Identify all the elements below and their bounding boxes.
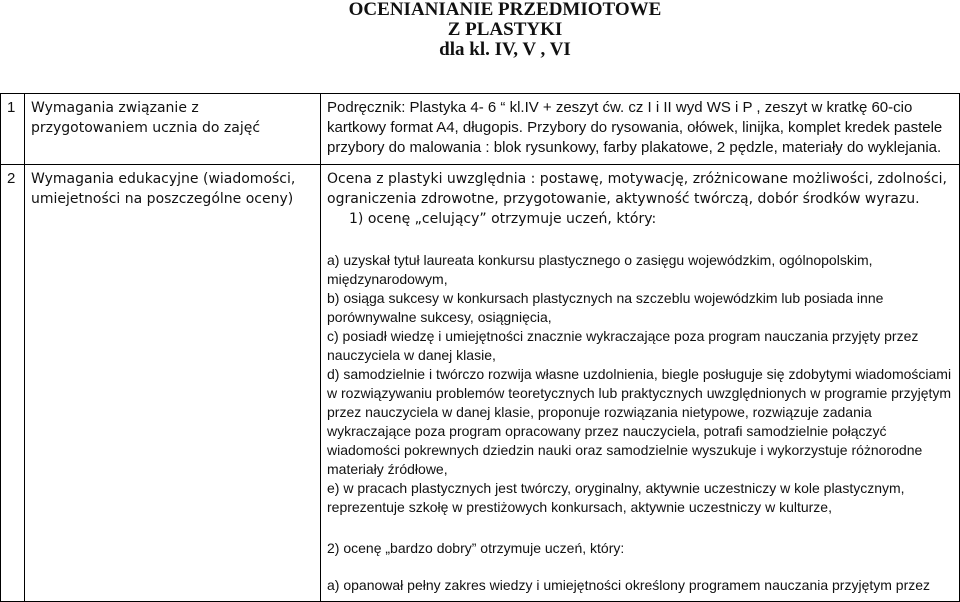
row-number: 1 — [1, 94, 25, 165]
criterion-2a: a) opanował pełny zakres wiedzy i umiejętności określony programem nauczania przyjętym przez — [327, 577, 931, 593]
spacer — [327, 517, 953, 539]
title-line-1: OCENIANIANIE PRZEDMIOTOWE — [348, 0, 662, 20]
grade-celujacy-heading: 1) ocenę „celujący” otrzymuje uczeń, który: — [349, 211, 657, 227]
criterion-a: a) uzyskał tytuł laureata konkursu plastycznego o zasięgu wojewódzkim, ogólnopolskim, międzynarodowym, — [327, 252, 873, 287]
spacer — [327, 229, 953, 251]
grade-bardzo-dobry-heading: 2) ocenę „bardzo dobry” otrzymuje uczeń, który: — [327, 540, 625, 556]
spacer — [327, 558, 953, 576]
row-description — [321, 94, 960, 165]
table-row — [1, 165, 960, 602]
row-name: Wymagania związanie z przygotowaniem ucznia do zajęć — [25, 94, 321, 165]
row-description — [321, 165, 960, 602]
criterion-e: e) w pracach plastycznych jest twórczy, oryginalny, aktywnie uczestniczy w kole plastycznym, reprezentuje szkołę w prestiżowych konkursach, aktywnie uczestniczy w kulturze, — [327, 480, 905, 515]
row-number: 2 — [1, 165, 25, 602]
criterion-d: d) samodzielnie i twórczo rozwija własne uzdolnienia, biegle posługuje się zdobytymi wiadomościami w rozwiązywaniu problemów teoretycznych lub praktycznych uwzględnionych w programie przyjętym przez nauczyciela w danej klasie, proponuje rozwiązania nietypowe, rozwiązuje zadania wykraczające poza program opracowany przez nauczyciela, potrafi samodzielnie połączyć wiadomości pokrewnych dziedzin nauki oraz samodzielnie wyszukuje i wykorzystuje różnorodne materiały źródłowe, — [327, 366, 952, 477]
criterion-b: b) osiąga sukcesy w konkursach plastycznych na szczeblu wojewódzkim lub posiada inne porównywalne sukcesy, osiągnięcia, — [327, 290, 884, 325]
title-line-2: Z PLASTYKI — [447, 19, 563, 40]
row-name: Wymagania edukacyjne (wiadomości, umiejetności na poszczególne oceny) — [25, 165, 321, 602]
table-row — [1, 94, 960, 165]
title-line-3: dla kl. IV, V , VI — [439, 39, 571, 60]
requirements-table — [0, 93, 960, 602]
supplies-text: Podręcznik: Plastyka 4- 6 “ kl.IV + zeszyt ćw. cz I i II wyd WS i P , zeszyt w kratkę 60-cio kartkowy format A4, długopis. Przybory do rysowania, ołówek, linijka, komplet kredek pastele przybory do malowania : blok rysunkowy, farby plakatowe, 2 pędzle, materiały do wyklejania. — [327, 99, 943, 156]
criterion-c: c) posiadł wiedzę i umiejętności znacznie wykraczające poza program nauczania przyjęty przez nauczyciela w danej klasie, — [327, 328, 919, 363]
document-title — [0, 0, 960, 60]
grading-intro: Ocena z plastyki uwzględnia : postawę, motywację, zróżnicowane możliwości, zdolności, ograniczenia zdrowotne, przygotowanie, aktywność twórczą, dobór środków wyrazu. — [327, 171, 947, 207]
